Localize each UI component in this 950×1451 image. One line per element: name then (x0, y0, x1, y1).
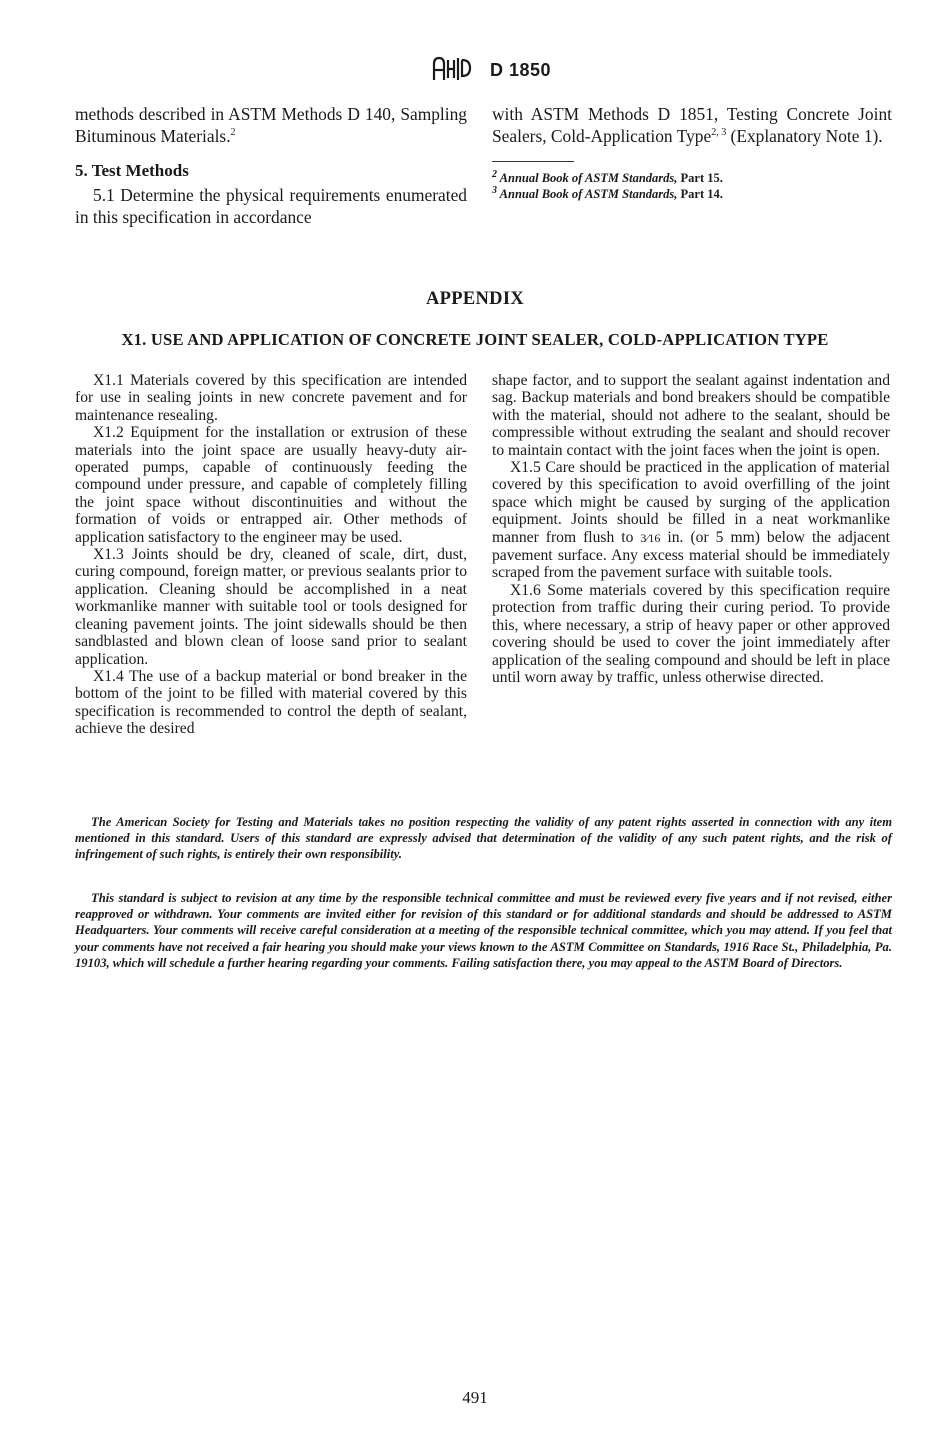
appendix-subtitle: X1. USE AND APPLICATION OF CONCRETE JOINT SEALER, COLD-APPLICATION TYPE (121, 330, 829, 349)
section-5-1-text: 5.1 Determine the physical requirements enumerated in this specification in accordance (75, 185, 467, 227)
footnote-title: Annual Book of ASTM Standards, (499, 171, 678, 185)
appendix-left-column (75, 372, 467, 738)
footnote-3 (492, 184, 892, 203)
section-5-1-continuation (492, 104, 892, 147)
section-5-1-cont-text: with ASTM Methods D 1851, Testing Concrete Joint Sealers, Cold-Application Type (492, 104, 892, 146)
appendix-right-column (492, 372, 890, 686)
section-heading-test-methods: 5. Test Methods (75, 161, 189, 180)
sampling-methods-text (75, 104, 467, 147)
x1-5-text-b: in. (or 5 mm) below the adjacent pavement surface. Any excess material should be immediately scraped from the pavement surface with suitable tools. (492, 528, 890, 582)
page-number: 491 (462, 1388, 488, 1407)
revision-notice: This standard is subject to revision at any time by the responsible technical committee and must be reviewed every five years and if not revised, either reapproved or withdrawn. Your comments are invited either for revision of this standard or for additional standards and should be addressed to ASTM Headquarters. Your comments will receive careful consideration at a meeting of the responsible technical committee, which you may attend. If you feel that your comments have not received a fair hearing you should make your views known to the ASTM Committee on Standards, 1916 Race St., Philadelphia, Pa. 19103, which will schedule a further hearing regarding your comments. Failing satisfaction there, you may appeal to the ASTM Board of Directors. (75, 891, 892, 970)
top-left-column (75, 104, 467, 228)
astm-logo-icon (430, 54, 474, 84)
footnote-title: Annual Book of ASTM Standards, (499, 186, 678, 201)
patent-notice: The American Society for Testing and Materials takes no position respecting the validity of any patent rights asserted in connection with any item mentioned in this standard. Users of this standard are expressly advised that determination of the validity of any such patent rights, and the risk of infringement of such rights, is entirely their own responsibility. (75, 815, 892, 862)
paragraph-x1-5 (492, 459, 890, 582)
footnote-divider (492, 161, 574, 162)
page-header (0, 52, 950, 92)
appendix-title: APPENDIX (426, 289, 524, 309)
paragraph-x1-4: X1.4 The use of a backup material or bond breaker in the bottom of the joint to be filled with material covered by this specification is recommended to control the depth of sealant, achieve the desired (75, 667, 467, 738)
footnote-part: Part 15. (677, 171, 723, 185)
footnote-2 (492, 168, 892, 187)
x1-5-text-a: X1.5 Care should be practiced in the application of material covered by this specification to avoid overfilling of the joint space which might be caused by surging of the application equipment. Joints should be filled in a neat workmanlike manner from flush to (492, 459, 890, 546)
paragraph-x1-4-continued: shape factor, and to support the sealant against indentation and sag. Backup materials and bond breakers should be compatible with the material, should not adhere to the sealant, should be compressible without extruding the sealant and should recover to maintain contact with the joint faces when the joint is open. (492, 372, 890, 459)
footnote-part: Part 14. (677, 186, 723, 201)
footnote-ref-2: 2 (230, 126, 236, 138)
fraction-3-16: 3⁄16 (640, 530, 661, 545)
footnote-number: 2 (492, 168, 497, 180)
paragraph-x1-2: X1.2 Equipment for the installation or extrusion of these materials into the joint space are usually heavy-duty air-operated pumps, capable of continuously feeding the compound under pressure, and capable of completely filling the joint space without discontinuities and without the formation of voids or entrapped air. Other methods of application satisfactory to the engineer may be used. (75, 424, 467, 546)
footnote-number: 3 (492, 184, 497, 196)
footnote-refs-2-3: 2, 3 (711, 126, 727, 138)
paragraph-x1-6: X1.6 Some materials covered by this specification require protection from traffic during their curing period. To provide this, where necessary, a strip of heavy paper or other approved covering should be used to cover the joint immediately after application of the sealing compound and should be left in place until worn away by traffic, unless otherwise directed. (492, 581, 890, 686)
explanatory-note-ref: (Explanatory Note 1). (726, 125, 883, 146)
standard-designation: D 1850 (490, 60, 552, 80)
paragraph-x1-3: X1.3 Joints should be dry, cleaned of scale, dirt, dust, curing compound, foreign matter, or previous sealants prior to application. Cleaning should be accomplished in a neat workmanlike manner with suitable tool or tools designed for cleaning pavement joints. The joint sidewalls should be then sandblasted and blown clean of loose sand prior to sealant application. (75, 546, 467, 668)
sampling-methods-sentence: methods described in ASTM Methods D 140, Sampling Bituminous Materials. (75, 104, 467, 146)
paragraph-x1-1: X1.1 Materials covered by this specification are intended for use in sealing joints in new concrete pavement and for maintenance resealing. (75, 372, 467, 424)
top-right-column (492, 104, 892, 202)
